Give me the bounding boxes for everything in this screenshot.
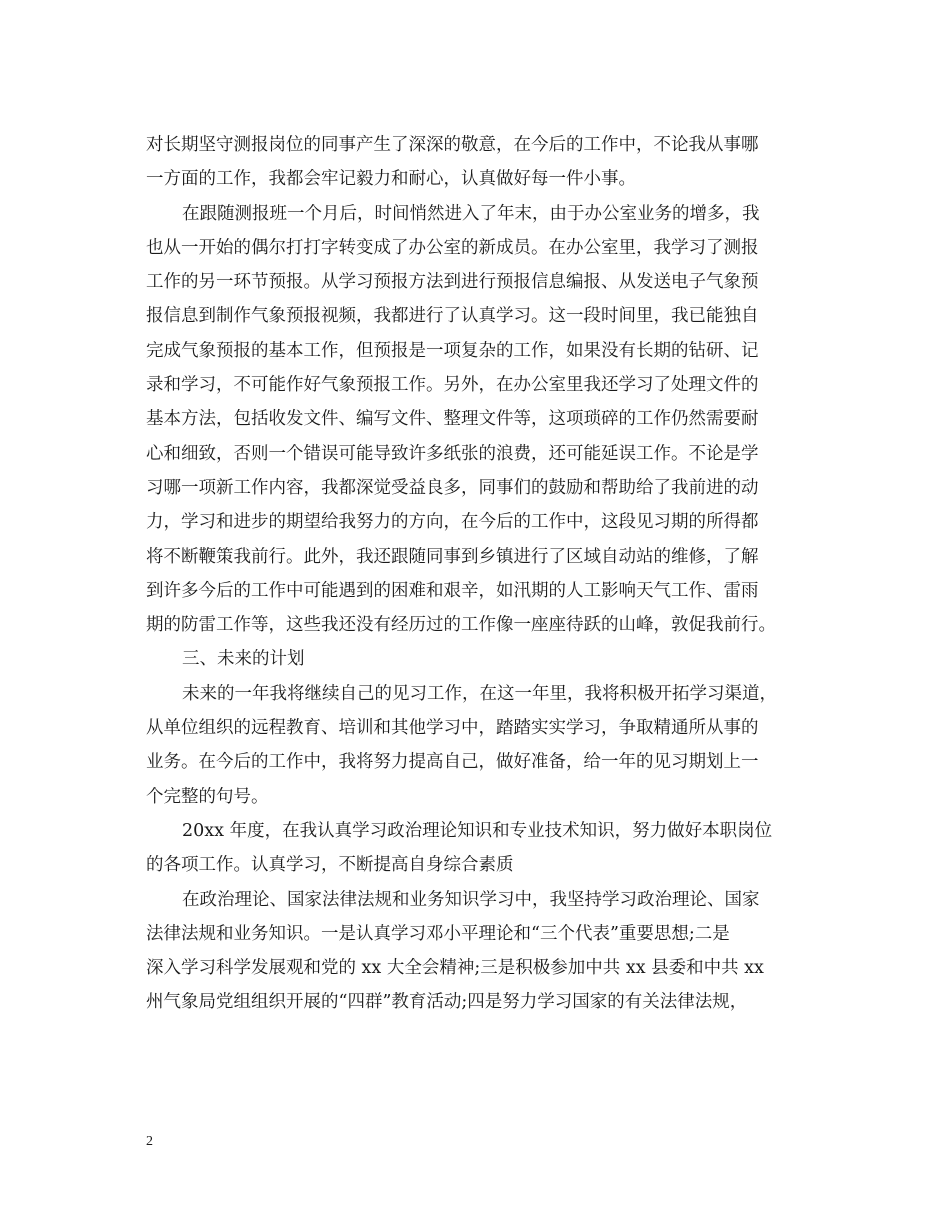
text-line: 在跟随测报班一个月后，时间悄然进入了年末，由于办公室业务的增多，我 [182, 203, 760, 224]
text-line: 习哪一项新工作内容，我都深觉受益良多，同事们的鼓励和帮助给了我前进的动 [146, 477, 759, 498]
text-line: 录和学习，不可能作好气象预报工作。另外，在办公室里我还学习了处理文件的 [146, 375, 759, 396]
text-line: 报信息到制作气象预报视频，我都进行了认真学习。这一段时间里，我已能独自 [146, 306, 759, 327]
text-line: 州气象局党组组织开展的“四群”教育活动;四是努力学习国家的有关法律法规， [146, 992, 748, 1013]
text-line: 20xx 年度，在我认真学习政治理论知识和专业技术知识，努力做好本职岗位 [182, 820, 773, 841]
text-line: 在政治理论、国家法律法规和业务知识学习中，我坚持学习政治理论、国家 [182, 889, 760, 910]
text-line: 未来的一年我将继续自己的见习工作，在这一年里，我将积极开拓学习渠道， [182, 683, 777, 704]
text-line: 对长期坚守测报岗位的同事产生了深深的敬意，在今后的工作中，不论我从事哪 [146, 135, 759, 155]
text-line: 一方面的工作，我都会牢记毅力和耐心，认真做好每一件小事。 [146, 169, 636, 190]
text-line: 将不断鞭策我前行。此外，我还跟随同事到乡镇进行了区域自动站的维修，了解 [146, 546, 759, 567]
text-line: 从单位组织的远程教育、培训和其他学习中，踏踏实实学习，争取精通所从事的 [146, 718, 759, 739]
text-line: 期的防雷工作等，这些我还没有经历过的工作像一座座待跃的山峰，敦促我前行。 [146, 615, 776, 636]
page-number: 2 [146, 1134, 153, 1149]
text-line: 法律法规和业务知识。一是认真学习邓小平理论和“三个代表”重要思想;二是 [146, 923, 730, 944]
body-text [146, 128, 816, 1020]
text-line: 三、未来的计划 [182, 649, 305, 670]
text-line: 完成气象预报的基本工作，但预报是一项复杂的工作，如果没有长期的钻研、记 [146, 340, 759, 361]
text-line: 也从一开始的偶尔打打字转变成了办公室的新成员。在办公室里，我学习了测报 [146, 237, 759, 258]
text-line: 的各项工作。认真学习，不断提高自身综合素质 [146, 855, 514, 876]
text-line: 工作的另一环节预报。从学习预报方法到进行预报信息编报、从发送电子气象预 [146, 272, 759, 293]
text-line: 个完整的句号。 [146, 786, 269, 807]
text-line: 深入学习科学发展观和党的 xx 大全会精神;三是积极参加中共 xx 县委和中共 xx [146, 958, 764, 979]
text-line: 基本方法，包括收发文件、编写文件、整理文件等，这项琐碎的工作仍然需要耐 [146, 409, 759, 430]
text-line: 到许多今后的工作中可能遇到的困难和艰辛，如汛期的人工影响天气工作、雷雨 [146, 580, 759, 601]
text-line: 心和细致，否则一个错误可能导致许多纸张的浪费，还可能延误工作。不论是学 [146, 443, 759, 464]
text-line: 力，学习和进步的期望给我努力的方向，在今后的工作中，这段见习期的所得都 [146, 512, 759, 533]
text-line: 业务。在今后的工作中，我将努力提高自己，做好准备，给一年的见习期划上一 [146, 752, 759, 773]
